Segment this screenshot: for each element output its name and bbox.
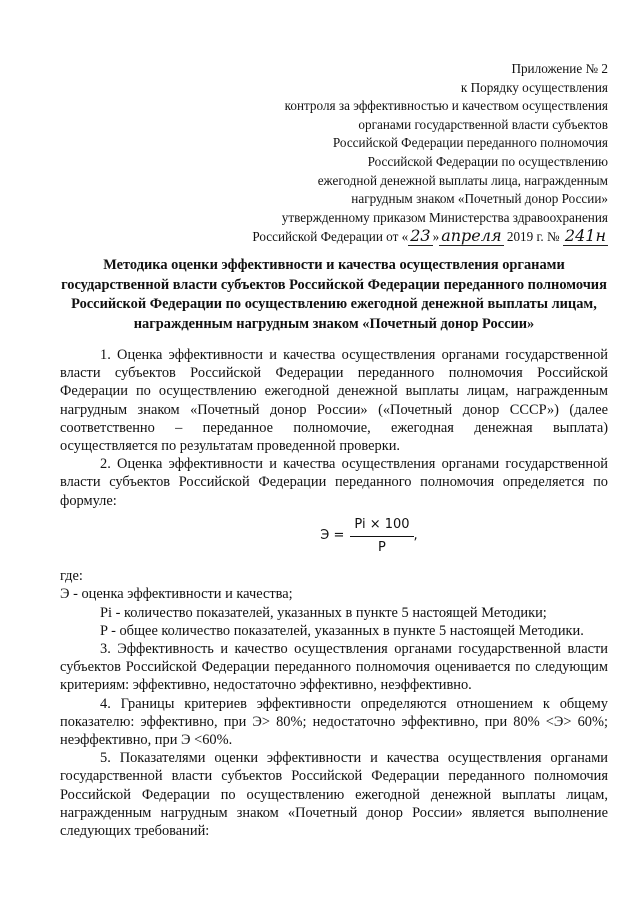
paragraph-1: 1. Оценка эффективности и качества осуществления органами государственной власти субъектов Российской Федерации переданного полномочия Российской Федерации по осуществлению ежегодной денежной выплаты лицам, награжденным нагрудным знаком «Почетный донор России» («Почетный донор СССР») (далее соответственно – переданное полномочие, ежегодная денежная выплата) осуществляется по результатам проведенной проверки. [60, 347, 608, 455]
paragraph-2: 2. Оценка эффективности и качества осуществления органами государственной власти субъектов Российской Федерации переданного полномочия определяется по формуле: [60, 456, 608, 509]
header-line: контроля за эффективностью и качеством осуществления [284, 98, 608, 114]
document-body [60, 346, 608, 840]
definition-p: P - общее количество показателей, указанных в пункте 5 настоящей Методики. [100, 622, 584, 639]
header-line: нагрудным знаком «Почетный донор России» [351, 191, 608, 207]
header-line: ежегодной денежной выплаты лица, награжденным [317, 172, 608, 188]
handwritten-month: апреля [441, 226, 502, 246]
document-title: Методика оценки эффективности и качества осуществления органами государственной власти субъектов Российской Федерации переданного полномочия Российской Федерации по осуществлению ежегодной денежной выплаты лицам, награжденным нагрудным знаком «Почетный донор России» [61, 257, 607, 332]
header-line: Российской Федерации переданного полномочия [332, 135, 608, 151]
formula-lhs: Э = [320, 528, 345, 544]
definition-pi: Pi - количество показателей, указанных в пункте 5 настоящей Методики; [100, 604, 547, 621]
paragraph-4: 4. Границы критериев эффективности определяются отношением к общему показателю: эффективно, при Э> 80%; недостаточно эффективно, при 80% <Э> 60%; неэффективно, при Э <60%. [60, 695, 608, 749]
header-date-line [188, 227, 608, 247]
header-line: Российской Федерации по осуществлению [367, 153, 608, 169]
formula-denominator: P [378, 540, 386, 556]
date-prefix: Российской Федерации от « [252, 229, 409, 245]
appendix-header [188, 60, 608, 247]
formula-trail: , [413, 528, 418, 544]
header-line: к Порядку осуществления [460, 79, 608, 95]
paragraph-3: 3. Эффективность и качество осуществления органами государственной власти субъектов Российской Федерации переданного полномочия оценивается по следующим критериям: эффективно, недостаточно эффективно, неэффективно. [60, 641, 608, 694]
where-label: где: [60, 568, 83, 585]
formula-numerator: Pi × 100 [350, 516, 413, 537]
handwritten-day: 23 [410, 226, 431, 246]
efficiency-formula [130, 516, 608, 557]
paragraph-5: 5. Показателями оценки эффективности и качества осуществления органами государственной власти субъектов Российской Федерации переданного полномочия Российской Федерации по осуществлению ежегодной денежной выплаты лицам, награжденным нагрудным знаком «Почетный донор России» является выполнение следующих требований: [60, 750, 608, 840]
header-line: органами государственной власти субъектов [358, 116, 608, 132]
definition-e: Э - оценка эффективности и качества; [60, 586, 293, 603]
header-line: Приложение № 2 [511, 61, 608, 76]
date-year: 2019 г. № [506, 229, 560, 245]
date-quote: » [432, 229, 440, 245]
header-line: утвержденному приказом Министерства здравоохранения [281, 209, 608, 225]
formula-fraction [350, 516, 413, 557]
handwritten-order-number: 241н [564, 226, 606, 246]
